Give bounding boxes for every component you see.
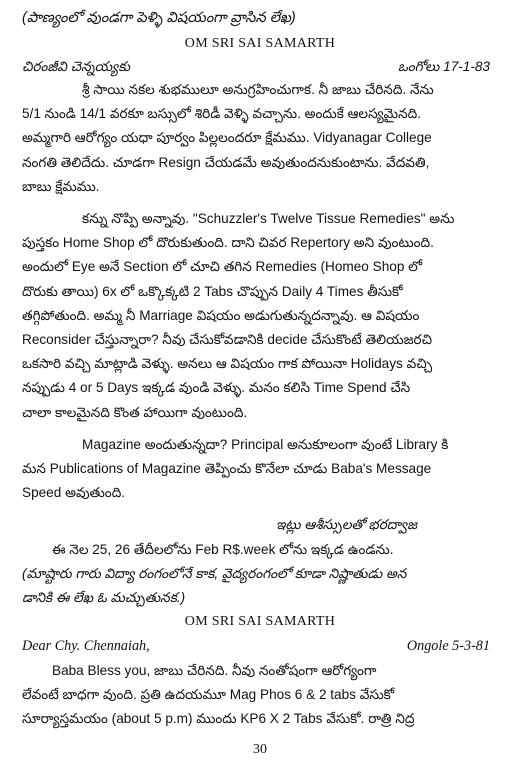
page-number: 30: [253, 742, 267, 757]
letter1-body-line: శ్రీ సాయి నకల శుభములూ అనుగ్రహించుగాక. నీ జాబు చేరినది. నేను: [82, 82, 434, 97]
letter1-para2-line: దొరుకు తాయి) 6x లో ఒక్కొక్కటి 2 Tabs చొప్పున Daily 4 Times తీసుకో: [22, 283, 403, 299]
letter1-para2-line: చాలా కాలమైనది కొంత హాయిగా వుంటుంది.: [22, 404, 248, 420]
letter1-para2-line: ఒకసారి వచ్చి మాట్లాడి వెళ్ళు. అనలు ఆ విషయం గాక పోయినా Holidays వచ్చి: [22, 356, 433, 372]
letter1-salutation: చిరంజీవి చెన్నయ్యకు: [22, 59, 131, 74]
letter1-header-row: [22, 57, 498, 77]
letter1-closing: ఇట్లు ఆశీస్సులతో భరద్వాజ: [276, 517, 418, 533]
letter1-place-date: ఒంగోలు 17-1-83: [397, 59, 490, 74]
letter2-salutation: Dear Chy. Chennaiah,: [22, 638, 150, 655]
editor-remark-line: (మాష్టారు గారు విద్యా రంగంలోనే కాక, వైద్యరంగంలో కూడా నిష్ణాతుడు అన: [22, 565, 407, 581]
letter1-body-line: నంగతి తెలిదేదు. చూడగా Resign చేయడమే అవుతుందనుకుంటాను. వేదవతి,: [22, 154, 430, 170]
letter1-para2-line: అందులో Eye అనే Section లో చూచి తగిన Remedies (Homeo Shop లో: [22, 259, 423, 275]
letter2-place-date: Ongole 5-3-81: [406, 638, 490, 655]
letter2-header-row: [22, 636, 498, 656]
editor-remark-line: డానికి ఈ లేఖ ఓ మచ్చుతునక.): [22, 590, 186, 605]
letter1-para2-line: కన్ను నొప్పి అన్నావు. "Schuzzler's Twelve Tissue Remedies" అను: [82, 211, 455, 226]
context-note: (పాణ్యంలో వుండగా పెళ్ళి విషయంగా వ్రాసిన లేఖ): [22, 10, 296, 26]
letter1-para3-line: Magazine అందుతున్నదా? Principal అనుకూలంగా వుంటే Library కి: [82, 436, 449, 452]
letter1-body-line: బాబు క్షేమము.: [22, 178, 100, 194]
letter2-body-line: Baba Bless you, జాబు చేరినది. నీవు నంతోషంగా ఆరోగ్యంగా: [52, 662, 377, 678]
letter1-para2-line: నప్పుడు 4 or 5 Days ఇక్కడ వుండి వెళ్ళు. మనం కలిసి Time Spend చేసి: [22, 380, 411, 396]
letter1-para2-line: తగ్గిపోతుంది. అమ్మ నీ Marriage విషయం అడుగుతున్నదన్నావు. ఆ విషయం: [22, 307, 420, 323]
letter1-title: OM SRI SAI SAMARTH: [184, 36, 336, 51]
letter2-body-line: లేవంటే బాధగా వుంది. ప్రతి ఉదయమూ Mag Phos 6 & 2 tabs వేసుకో: [22, 686, 395, 702]
letter1-para2-line: Reconsider చేస్తున్నారా? నీవు చేసుకోవడానికి decide చేసుకొంటే తెలియజరచి: [22, 332, 432, 347]
letter1-postscript: ఈ నెల 25, 26 తేదీలలోను Feb R$.week లోను ఇక్కడ ఉండను.: [52, 541, 394, 557]
letter1-para3-line: మన Publications of Magazine తెప్పించు కొనేలా చూడు Baba's Message: [22, 461, 432, 476]
letter2-title: OM SRI SAI SAMARTH: [184, 614, 336, 630]
letter1-para3-line: Speed అవుతుంది.: [22, 485, 126, 501]
letter1-body-line: 5/1 నుండి 14/1 వరకూ బస్సులో శిరిడీ వెళ్ళి వచ్చాను. అందుకే ఆలస్యమైనది.: [22, 106, 421, 122]
letter2-body-line: సూర్యాస్తమయం (about 5 p.m) ముందు KP6 X 2 Tabs వేసుకో. రాత్రి నిద్ర: [22, 711, 415, 726]
letter1-para2-line: పుస్తకం Home Shop లో దొరుకుతుంది. దాని చివర Repertory అని వుంటుంది.: [22, 235, 434, 251]
letter1-body-line: అమ్మగారి ఆరోగ్యం యధా పూర్వం పిల్లలందరూ క్షేమము. Vidyanagar College: [22, 130, 432, 146]
